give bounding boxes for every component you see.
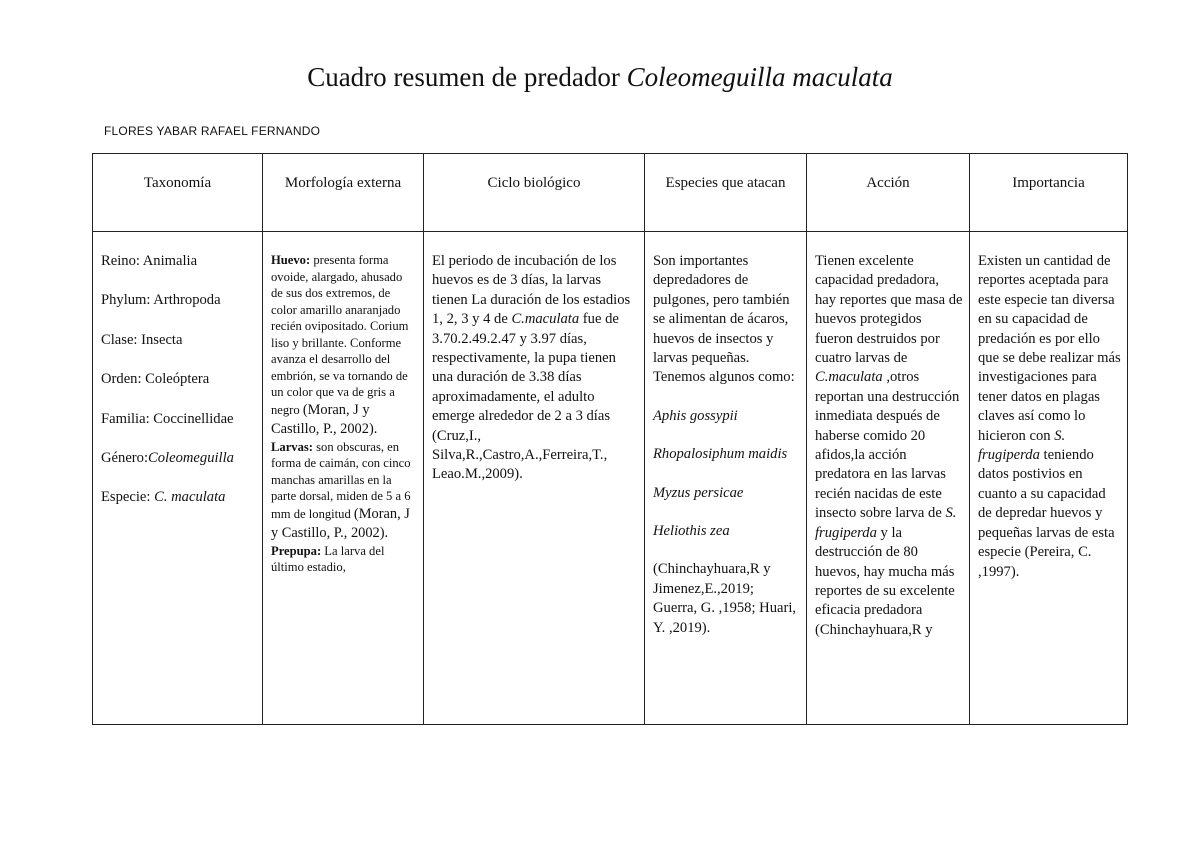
species-item: Aphis gossypii (653, 407, 738, 424)
taxo-genero (101, 449, 256, 468)
cell-morfologia (263, 232, 424, 725)
larvas-ref: (Moran, J y Castillo, P., 2002). (271, 505, 410, 541)
especie-value: C. maculata (154, 489, 226, 506)
accion-text-3: y la destrucción de 80 huevos, hay mucha más reportes de su excelente eficacia predadora (Chinchayhuara,R y (815, 524, 955, 638)
cell-ciclo (424, 232, 645, 725)
header-accion: Acción (807, 154, 970, 232)
huevo-text: presenta forma ovoide, alargado, ahusado de sus dos extremos, de color amarillo anaranjado recién ovipositado. Corium liso y brillante. Conforme avanza el desarrollo del embrión, se va tornando de un color que va de gris a negro (271, 253, 409, 417)
importancia-text-2: teniendo datos postivios en cuanto a su capacidad de depredar huevos y pequeñas larvas de esta especie (Pereira, C. ,1997). (978, 447, 1115, 580)
header-morfologia: Morfología externa (263, 154, 424, 232)
table-row (93, 232, 1128, 725)
cell-especies (645, 232, 807, 725)
accion-species-2: S. frugiperda (815, 505, 957, 541)
cell-importancia (970, 232, 1128, 725)
species-item: Myzus persicae (653, 484, 744, 501)
taxo-orden: Orden: Coleóptera (101, 371, 210, 388)
accion-text-1: Tienen excelente capacidad predadora, hay reportes que masa de huevos protegidos fueron destruidos por cuatro larvas de (815, 253, 963, 367)
huevo-ref: (Moran, J y Castillo, P., 2002). (271, 401, 378, 437)
larvas-label: Larvas: (271, 439, 313, 454)
table-header-row (93, 154, 1128, 232)
taxo-especie (101, 488, 256, 507)
prepupa-label: Prepupa: (271, 543, 322, 558)
header-importancia: Importancia (970, 154, 1128, 232)
huevo-label: Huevo: (271, 253, 311, 267)
taxo-clase: Clase: Insecta (101, 331, 183, 348)
species-item: Rhopalosiphum maidis (653, 446, 788, 463)
especie-label: Especie: (101, 489, 155, 506)
accion-text-2: ,otros reportan una destrucción inmediata después de haberse comido 20 afidos,la acción predatora en las larvas recién nacidas de este insecto sobre larva de (815, 369, 960, 522)
accion-species-1: C.maculata (815, 369, 883, 386)
ciclo-text-2: fue de 3.70.2.49.2.47 y 3.97 días, respectivamente, la pupa tienen una duración de 3.38 días aproximadamente, el adulto emerge alrededor de 2 a 3 días (Cruz,I., Silva,R.,Castro,A.,Ferreira,T., Leao.M.,2009). (432, 311, 619, 483)
cell-accion (807, 232, 970, 725)
header-especies: Especies que atacan (645, 154, 807, 232)
taxo-phylum: Phylum: Arthropoda (101, 292, 221, 309)
ciclo-text-1: El periodo de incubación de los huevos es de 3 días, la larvas tienen La duración de los estadios 1, 2, 3 y 4 de (432, 253, 631, 328)
cell-taxonomia (93, 232, 263, 725)
document-title (0, 62, 1200, 93)
importancia-text-1: Existen un cantidad de reportes aceptada para este especie tan diversa en su capacidad de predación es por ello que se debe realizar más investigaciones para tener datos en plagas claves así como lo hicieron con (978, 253, 1121, 444)
title-prefix: Cuadro resumen de predador (307, 62, 627, 92)
genero-label: Género: (101, 450, 149, 467)
title-species: Coleomeguilla maculata (626, 62, 893, 92)
especies-intro-2: Tenemos algunos como: (653, 369, 795, 386)
especies-citation: (Chinchayhuara,R y Jimenez,E.,2019; Guerra, G. ,1958; Huari, Y. ,2019). (653, 561, 797, 636)
taxo-familia: Familia: Coccinellidae (101, 410, 234, 427)
especies-intro: Son importantes depredadores de pulgones, pero también se alimentan de ácaros, huevos de insectos y larvas pequeñas. (653, 253, 790, 367)
summary-table (92, 153, 1128, 725)
larvas-text: son obscuras, en forma de caimán, con cinco manchas amarillas en la parte dorsal, miden de 5 a 6 mm de longitud (271, 439, 411, 521)
species-item: Heliothis zea (653, 523, 730, 540)
importancia-species: S. frugiperda (978, 427, 1066, 464)
prepupa-text: La larva del último estadio, (271, 543, 385, 574)
header-taxonomia: Taxonomía (93, 154, 263, 232)
taxo-reino: Reino: Animalia (101, 253, 198, 269)
header-ciclo: Ciclo biológico (424, 154, 645, 232)
ciclo-species: C.maculata (511, 311, 580, 328)
author-name: FLORES YABAR RAFAEL FERNANDO (104, 124, 321, 138)
genero-value: Coleomeguilla (148, 450, 234, 467)
